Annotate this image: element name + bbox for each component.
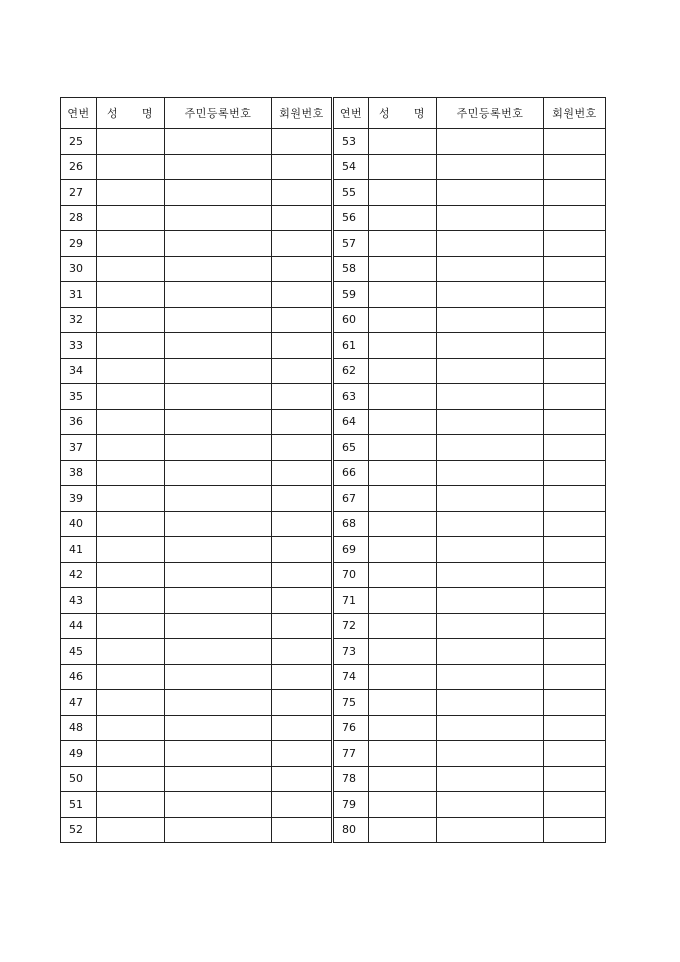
- member-no-cell-left[interactable]: [272, 231, 333, 257]
- member-no-cell-right[interactable]: [544, 511, 606, 537]
- serial-no-right: 65: [333, 435, 369, 461]
- name-cell-right[interactable]: [369, 792, 437, 818]
- member-no-cell-left[interactable]: [272, 511, 333, 537]
- name-cell-right[interactable]: [369, 435, 437, 461]
- member-no-cell-left[interactable]: [272, 486, 333, 512]
- name-cell-left[interactable]: [97, 358, 165, 384]
- rrn-cell-left[interactable]: [165, 409, 272, 435]
- table-row: [61, 562, 606, 588]
- header-name-first: 성: [379, 107, 391, 120]
- member-no-cell-right[interactable]: [544, 715, 606, 741]
- member-no-cell-left[interactable]: [272, 588, 333, 614]
- table-row: [61, 486, 606, 512]
- member-no-cell-left[interactable]: [272, 766, 333, 792]
- serial-no-left: 34: [61, 358, 97, 384]
- rrn-cell-right[interactable]: [437, 511, 544, 537]
- member-no-cell-right[interactable]: [544, 537, 606, 563]
- table-row: [61, 307, 606, 333]
- rrn-cell-left[interactable]: [165, 715, 272, 741]
- serial-no-right: 59: [333, 282, 369, 308]
- serial-no-left: 38: [61, 460, 97, 486]
- name-cell-left[interactable]: [97, 792, 165, 818]
- table-row: [61, 792, 606, 818]
- name-cell-right[interactable]: [369, 180, 437, 206]
- member-no-cell-left[interactable]: [272, 333, 333, 359]
- name-cell-left[interactable]: [97, 435, 165, 461]
- table-row: [61, 588, 606, 614]
- member-no-cell-right[interactable]: [544, 664, 606, 690]
- table-row: [61, 256, 606, 282]
- serial-no-right: 57: [333, 231, 369, 257]
- serial-no-right: 77: [333, 741, 369, 767]
- table-row: [61, 766, 606, 792]
- name-cell-left[interactable]: [97, 180, 165, 206]
- name-cell-left[interactable]: [97, 562, 165, 588]
- rrn-cell-right[interactable]: [437, 409, 544, 435]
- rrn-cell-right[interactable]: [437, 741, 544, 767]
- header-member-right: 회원번호: [544, 98, 606, 129]
- member-no-cell-left[interactable]: [272, 282, 333, 308]
- member-no-cell-right[interactable]: [544, 766, 606, 792]
- serial-no-right: 80: [333, 817, 369, 843]
- name-cell-right[interactable]: [369, 817, 437, 843]
- name-cell-left[interactable]: [97, 384, 165, 410]
- rrn-cell-right[interactable]: [437, 639, 544, 665]
- member-no-cell-right[interactable]: [544, 256, 606, 282]
- rrn-cell-right[interactable]: [437, 435, 544, 461]
- serial-no-right: 74: [333, 664, 369, 690]
- rrn-cell-right[interactable]: [437, 588, 544, 614]
- name-cell-left[interactable]: [97, 282, 165, 308]
- name-cell-left[interactable]: [97, 333, 165, 359]
- name-cell-right[interactable]: [369, 129, 437, 155]
- rrn-cell-right[interactable]: [437, 282, 544, 308]
- table-row: [61, 715, 606, 741]
- member-no-cell-left[interactable]: [272, 180, 333, 206]
- table-row: [61, 409, 606, 435]
- header-name-first: 성: [107, 107, 119, 120]
- rrn-cell-right[interactable]: [437, 537, 544, 563]
- serial-no-right: 60: [333, 307, 369, 333]
- rrn-cell-left[interactable]: [165, 741, 272, 767]
- rrn-cell-right[interactable]: [437, 307, 544, 333]
- roster-body: [61, 129, 606, 843]
- name-cell-left[interactable]: [97, 154, 165, 180]
- table-row: [61, 511, 606, 537]
- name-cell-right[interactable]: [369, 154, 437, 180]
- roster-sheet: [60, 97, 605, 843]
- serial-no-left: 49: [61, 741, 97, 767]
- header-member-left: 회원번호: [272, 98, 333, 129]
- serial-no-left: 35: [61, 384, 97, 410]
- name-cell-right[interactable]: [369, 409, 437, 435]
- member-no-cell-right[interactable]: [544, 358, 606, 384]
- name-cell-right[interactable]: [369, 460, 437, 486]
- name-cell-left[interactable]: [97, 588, 165, 614]
- table-row: [61, 384, 606, 410]
- serial-no-right: 62: [333, 358, 369, 384]
- name-cell-right[interactable]: [369, 537, 437, 563]
- serial-no-left: 40: [61, 511, 97, 537]
- member-no-cell-left[interactable]: [272, 205, 333, 231]
- member-no-cell-right[interactable]: [544, 154, 606, 180]
- table-row: [61, 180, 606, 206]
- member-no-cell-right[interactable]: [544, 792, 606, 818]
- member-no-cell-left[interactable]: [272, 409, 333, 435]
- rrn-cell-left[interactable]: [165, 486, 272, 512]
- name-cell-right[interactable]: [369, 256, 437, 282]
- member-no-cell-right[interactable]: [544, 333, 606, 359]
- rrn-cell-left[interactable]: [165, 562, 272, 588]
- member-no-cell-right[interactable]: [544, 205, 606, 231]
- name-cell-left[interactable]: [97, 409, 165, 435]
- name-cell-right[interactable]: [369, 307, 437, 333]
- serial-no-left: 28: [61, 205, 97, 231]
- member-no-cell-left[interactable]: [272, 639, 333, 665]
- table-row: [61, 358, 606, 384]
- serial-no-left: 33: [61, 333, 97, 359]
- rrn-cell-right[interactable]: [437, 664, 544, 690]
- name-cell-left[interactable]: [97, 129, 165, 155]
- member-no-cell-left[interactable]: [272, 792, 333, 818]
- rrn-cell-right[interactable]: [437, 817, 544, 843]
- table-row: [61, 741, 606, 767]
- name-cell-left[interactable]: [97, 613, 165, 639]
- table-row: [61, 639, 606, 665]
- member-no-cell-left[interactable]: [272, 562, 333, 588]
- serial-no-left: 25: [61, 129, 97, 155]
- serial-no-left: 51: [61, 792, 97, 818]
- serial-no-left: 31: [61, 282, 97, 308]
- serial-no-left: 48: [61, 715, 97, 741]
- rrn-cell-left[interactable]: [165, 231, 272, 257]
- name-cell-left[interactable]: [97, 205, 165, 231]
- rrn-cell-right[interactable]: [437, 690, 544, 716]
- serial-no-right: 67: [333, 486, 369, 512]
- rrn-cell-left[interactable]: [165, 384, 272, 410]
- serial-no-left: 47: [61, 690, 97, 716]
- rrn-cell-right[interactable]: [437, 180, 544, 206]
- rrn-cell-right[interactable]: [437, 333, 544, 359]
- serial-no-right: 54: [333, 154, 369, 180]
- member-no-cell-right[interactable]: [544, 817, 606, 843]
- name-cell-left[interactable]: [97, 690, 165, 716]
- member-no-cell-right[interactable]: [544, 639, 606, 665]
- rrn-cell-left[interactable]: [165, 664, 272, 690]
- name-cell-left[interactable]: [97, 256, 165, 282]
- rrn-cell-left[interactable]: [165, 129, 272, 155]
- serial-no-left: 39: [61, 486, 97, 512]
- name-cell-right[interactable]: [369, 205, 437, 231]
- table-row: [61, 435, 606, 461]
- rrn-cell-left[interactable]: [165, 460, 272, 486]
- serial-no-left: 46: [61, 664, 97, 690]
- member-no-cell-right[interactable]: [544, 409, 606, 435]
- member-no-cell-right[interactable]: [544, 741, 606, 767]
- rrn-cell-right[interactable]: [437, 613, 544, 639]
- serial-no-left: 42: [61, 562, 97, 588]
- rrn-cell-left[interactable]: [165, 639, 272, 665]
- rrn-cell-left[interactable]: [165, 792, 272, 818]
- name-cell-left[interactable]: [97, 486, 165, 512]
- rrn-cell-left[interactable]: [165, 358, 272, 384]
- rrn-cell-left[interactable]: [165, 435, 272, 461]
- name-cell-right[interactable]: [369, 715, 437, 741]
- serial-no-right: 63: [333, 384, 369, 410]
- name-cell-right[interactable]: [369, 282, 437, 308]
- rrn-cell-right[interactable]: [437, 256, 544, 282]
- serial-no-right: 61: [333, 333, 369, 359]
- member-no-cell-left[interactable]: [272, 256, 333, 282]
- rrn-cell-right[interactable]: [437, 792, 544, 818]
- serial-no-left: 52: [61, 817, 97, 843]
- serial-no-right: 55: [333, 180, 369, 206]
- rrn-cell-right[interactable]: [437, 154, 544, 180]
- member-no-cell-right[interactable]: [544, 486, 606, 512]
- rrn-cell-left[interactable]: [165, 307, 272, 333]
- serial-no-right: 71: [333, 588, 369, 614]
- table-row: [61, 231, 606, 257]
- header-row: [61, 98, 606, 129]
- rrn-cell-left[interactable]: [165, 154, 272, 180]
- serial-no-left: 41: [61, 537, 97, 563]
- header-no-right: 연번: [333, 98, 369, 129]
- rrn-cell-left[interactable]: [165, 180, 272, 206]
- table-row: [61, 817, 606, 843]
- rrn-cell-right[interactable]: [437, 231, 544, 257]
- rrn-cell-left[interactable]: [165, 613, 272, 639]
- table-row: [61, 154, 606, 180]
- name-cell-left[interactable]: [97, 715, 165, 741]
- member-no-cell-left[interactable]: [272, 435, 333, 461]
- serial-no-left: 36: [61, 409, 97, 435]
- header-rrn-left: 주민등록번호: [165, 98, 272, 129]
- serial-no-right: 78: [333, 766, 369, 792]
- table-row: [61, 333, 606, 359]
- rrn-cell-right[interactable]: [437, 384, 544, 410]
- table-row: [61, 664, 606, 690]
- serial-no-left: 26: [61, 154, 97, 180]
- member-no-cell-right[interactable]: [544, 384, 606, 410]
- serial-no-right: 72: [333, 613, 369, 639]
- member-no-cell-left[interactable]: [272, 741, 333, 767]
- rrn-cell-right[interactable]: [437, 486, 544, 512]
- member-no-cell-left[interactable]: [272, 384, 333, 410]
- rrn-cell-left[interactable]: [165, 817, 272, 843]
- member-no-cell-right[interactable]: [544, 282, 606, 308]
- table-row: [61, 460, 606, 486]
- rrn-cell-left[interactable]: [165, 256, 272, 282]
- serial-no-right: 56: [333, 205, 369, 231]
- name-cell-right[interactable]: [369, 384, 437, 410]
- roster-table: [60, 97, 606, 843]
- member-no-cell-right[interactable]: [544, 588, 606, 614]
- member-no-cell-right[interactable]: [544, 460, 606, 486]
- name-cell-right[interactable]: [369, 511, 437, 537]
- rrn-cell-left[interactable]: [165, 282, 272, 308]
- header-name-left: [97, 98, 165, 129]
- member-no-cell-right[interactable]: [544, 435, 606, 461]
- serial-no-right: 58: [333, 256, 369, 282]
- rrn-cell-left[interactable]: [165, 690, 272, 716]
- member-no-cell-right[interactable]: [544, 562, 606, 588]
- rrn-cell-right[interactable]: [437, 766, 544, 792]
- member-no-cell-left[interactable]: [272, 537, 333, 563]
- header-name-last: 명: [413, 107, 425, 120]
- name-cell-right[interactable]: [369, 639, 437, 665]
- member-no-cell-left[interactable]: [272, 817, 333, 843]
- serial-no-right: 73: [333, 639, 369, 665]
- name-cell-left[interactable]: [97, 766, 165, 792]
- name-cell-right[interactable]: [369, 333, 437, 359]
- rrn-cell-right[interactable]: [437, 205, 544, 231]
- member-no-cell-right[interactable]: [544, 307, 606, 333]
- serial-no-right: 53: [333, 129, 369, 155]
- name-cell-right[interactable]: [369, 588, 437, 614]
- rrn-cell-left[interactable]: [165, 333, 272, 359]
- serial-no-right: 68: [333, 511, 369, 537]
- serial-no-right: 76: [333, 715, 369, 741]
- rrn-cell-left[interactable]: [165, 588, 272, 614]
- serial-no-left: 29: [61, 231, 97, 257]
- member-no-cell-left[interactable]: [272, 715, 333, 741]
- serial-no-right: 75: [333, 690, 369, 716]
- name-cell-left[interactable]: [97, 537, 165, 563]
- serial-no-right: 69: [333, 537, 369, 563]
- rrn-cell-right[interactable]: [437, 358, 544, 384]
- name-cell-right[interactable]: [369, 613, 437, 639]
- member-no-cell-right[interactable]: [544, 690, 606, 716]
- serial-no-left: 44: [61, 613, 97, 639]
- serial-no-left: 30: [61, 256, 97, 282]
- name-cell-left[interactable]: [97, 231, 165, 257]
- name-cell-left[interactable]: [97, 307, 165, 333]
- name-cell-right[interactable]: [369, 766, 437, 792]
- rrn-cell-left[interactable]: [165, 766, 272, 792]
- rrn-cell-right[interactable]: [437, 715, 544, 741]
- table-row: [61, 129, 606, 155]
- header-rrn-right: 주민등록번호: [437, 98, 544, 129]
- name-cell-right[interactable]: [369, 664, 437, 690]
- table-row: [61, 205, 606, 231]
- serial-no-right: 70: [333, 562, 369, 588]
- name-cell-right[interactable]: [369, 562, 437, 588]
- rrn-cell-left[interactable]: [165, 205, 272, 231]
- member-no-cell-right[interactable]: [544, 231, 606, 257]
- table-row: [61, 282, 606, 308]
- serial-no-right: 66: [333, 460, 369, 486]
- member-no-cell-left[interactable]: [272, 460, 333, 486]
- rrn-cell-right[interactable]: [437, 129, 544, 155]
- name-cell-right[interactable]: [369, 231, 437, 257]
- rrn-cell-left[interactable]: [165, 537, 272, 563]
- header-no-left: 연번: [61, 98, 97, 129]
- member-no-cell-left[interactable]: [272, 129, 333, 155]
- member-no-cell-left[interactable]: [272, 154, 333, 180]
- member-no-cell-left[interactable]: [272, 307, 333, 333]
- name-cell-left[interactable]: [97, 511, 165, 537]
- name-cell-right[interactable]: [369, 358, 437, 384]
- name-cell-right[interactable]: [369, 690, 437, 716]
- name-cell-left[interactable]: [97, 741, 165, 767]
- name-cell-left[interactable]: [97, 664, 165, 690]
- header-name-right: [369, 98, 437, 129]
- serial-no-right: 79: [333, 792, 369, 818]
- member-no-cell-right[interactable]: [544, 129, 606, 155]
- name-cell-left[interactable]: [97, 639, 165, 665]
- member-no-cell-left[interactable]: [272, 613, 333, 639]
- rrn-cell-right[interactable]: [437, 562, 544, 588]
- rrn-cell-right[interactable]: [437, 460, 544, 486]
- member-no-cell-right[interactable]: [544, 180, 606, 206]
- member-no-cell-left[interactable]: [272, 358, 333, 384]
- table-row: [61, 537, 606, 563]
- serial-no-left: 50: [61, 766, 97, 792]
- member-no-cell-left[interactable]: [272, 664, 333, 690]
- name-cell-right[interactable]: [369, 486, 437, 512]
- header-name-last: 명: [141, 107, 153, 120]
- serial-no-right: 64: [333, 409, 369, 435]
- name-cell-left[interactable]: [97, 460, 165, 486]
- serial-no-left: 32: [61, 307, 97, 333]
- name-cell-right[interactable]: [369, 741, 437, 767]
- member-no-cell-right[interactable]: [544, 613, 606, 639]
- table-row: [61, 690, 606, 716]
- serial-no-left: 43: [61, 588, 97, 614]
- member-no-cell-left[interactable]: [272, 690, 333, 716]
- serial-no-left: 27: [61, 180, 97, 206]
- rrn-cell-left[interactable]: [165, 511, 272, 537]
- serial-no-left: 45: [61, 639, 97, 665]
- table-row: [61, 613, 606, 639]
- name-cell-left[interactable]: [97, 817, 165, 843]
- serial-no-left: 37: [61, 435, 97, 461]
